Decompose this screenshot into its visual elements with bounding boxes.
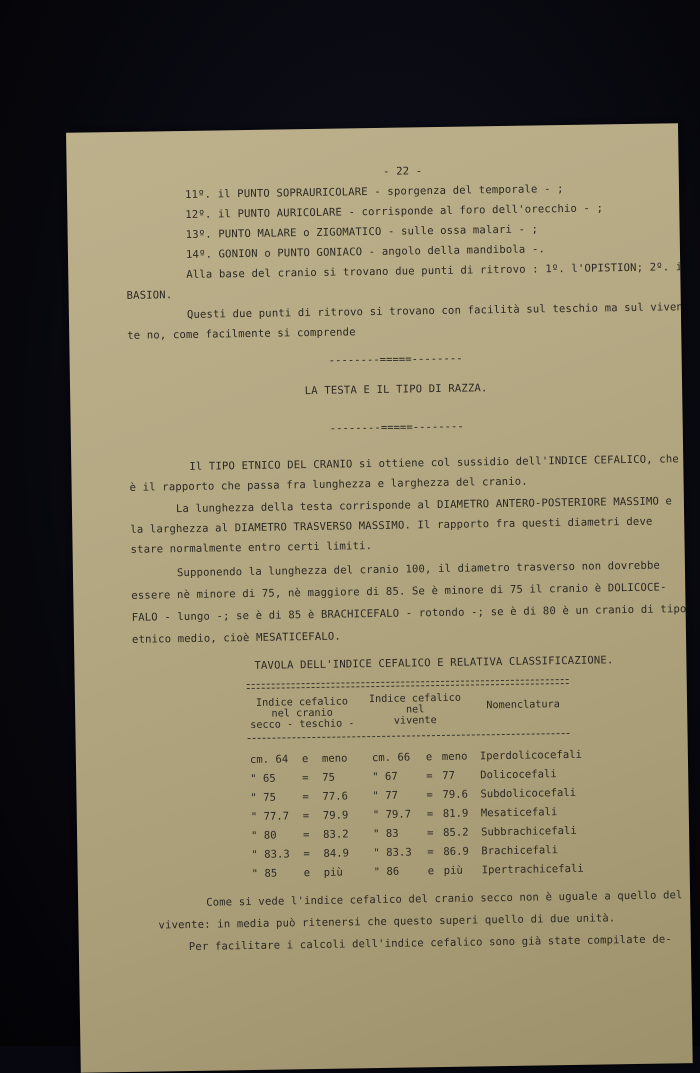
text-line: vivente: in media può ritenersi che questo superi quello di due unità. xyxy=(158,912,616,932)
section-title: LA TESTA E IL TIPO DI RAZZA. xyxy=(304,382,488,398)
text-line: La lunghezza della testa corrisponde al DIAMETRO ANTERO-POSTERIORE MASSIMO e xyxy=(175,495,673,516)
table-cell-b3: 77 xyxy=(442,769,456,782)
page-number: - 22 - xyxy=(383,165,423,178)
table-cell-a2: = xyxy=(303,829,310,842)
table-cell-b2: = xyxy=(426,770,433,783)
text-line: 13º. PUNTO MALARE o ZIGOMATICO - sulle ossa malari - ; xyxy=(185,223,539,241)
text-line: BASION. xyxy=(126,289,173,302)
table-cell-b2: = xyxy=(426,827,434,840)
text-line: etnico medio, cioè MESATICEFALO. xyxy=(131,630,341,646)
separator: --------=====-------- xyxy=(328,352,463,367)
table-cell-name: Subbrachicefali xyxy=(480,824,577,839)
table-cell-b3: più xyxy=(443,864,463,877)
text-line: Questi due punti di ritrovo si trovano con facilità sul teschio ma sul viven- xyxy=(186,301,690,321)
text-line: essere nè minore di 75, nè maggiore di 85. Se è minore di 75 il cranio è DOLICOCE- xyxy=(131,581,667,602)
text-line: te no, come facilmente si comprende xyxy=(127,326,356,342)
text-line: 12º. il PUNTO AURICOLARE - corrisponde al foro dell'orecchio - ; xyxy=(185,202,604,221)
text-line: 14º. GONION o PUNTO GONIACO - angolo della mandibola -. xyxy=(185,243,546,261)
table-cell-b1: " 86 xyxy=(373,865,400,879)
table-cell-a3: 79.9 xyxy=(322,809,349,822)
text-line: 11º. il PUNTO SOPRAURICOLARE - sporgenza del temporale - ; xyxy=(184,182,564,201)
table-cell-a1: " 77.7 xyxy=(250,810,290,823)
table-cell-b3: 86.9 xyxy=(443,845,469,858)
table-cell-a1: " 80 xyxy=(251,829,277,842)
header-nomenclatura xyxy=(473,699,573,712)
table-cell-a1: " 83.3 xyxy=(251,848,290,861)
separator: --------=====-------- xyxy=(329,420,464,435)
header-cranio xyxy=(247,696,358,731)
text-line: Per facilitare i calcoli dell'indice cefalico sono già state compilate de- xyxy=(188,933,672,953)
table-cell-a3: 84.9 xyxy=(323,847,350,860)
table-cell-a3: 77.6 xyxy=(322,790,349,803)
text-line: la larghezza al DIAMETRO TRASVERSO MASSIMO. Il rapporto fra questi diametri deve xyxy=(130,515,653,536)
text-line: stare normalmente entro certi limiti. xyxy=(130,540,373,556)
table-cell-a3: 75 xyxy=(322,771,336,784)
text-line: è il rapporto che passa fra lunghezza e larghezza del cranio. xyxy=(129,475,528,494)
table-cell-b3: 81.9 xyxy=(442,807,469,820)
table-cell-name: Ipertrachicefali xyxy=(481,862,584,877)
header-line: nel cranio xyxy=(271,707,333,720)
table-cell-b3: 79.6 xyxy=(442,788,469,801)
table-cell-b2: e xyxy=(425,751,433,764)
table-cell-b2: e xyxy=(427,865,435,878)
table-cell-a3: meno xyxy=(321,752,348,765)
table-header-rule xyxy=(248,733,570,739)
table-cell-b3: meno xyxy=(441,750,468,763)
header-line: secco - teschio - xyxy=(250,718,355,731)
header-line: vivente xyxy=(393,715,437,727)
text-line: Alla base del cranio si trovano due punti di ritrovo : 1º. l'OPISTION; 2º. il xyxy=(186,261,689,281)
table-cell-b1: " 67 xyxy=(372,770,398,784)
table-cell-name: Subdolicocefali xyxy=(480,786,577,801)
table-cell-b1: " 79.7 xyxy=(372,808,412,822)
text-line: Come si vede l'indice cefalico del cranio secco non è uguale a quello del xyxy=(206,889,683,909)
table-title: TAVOLA DELL'INDICE CEFALICO E RELATIVA CLASSIFICAZIONE. xyxy=(254,654,614,672)
text-line: Supponendo la lunghezza del cranio 100, il diametro trasverso non dovrebbe xyxy=(176,559,661,580)
table-cell-a2: e xyxy=(303,867,311,880)
table-cell-a2: e xyxy=(301,753,309,766)
table-cell-name: Dolicocefali xyxy=(480,768,557,782)
header-line: nel xyxy=(405,704,425,716)
table-top-rule xyxy=(247,679,569,689)
table-cell-b1: " 77 xyxy=(372,789,399,803)
header-vivente xyxy=(365,693,466,728)
text-line: Il TIPO ETNICO DEL CRANIO si ottiene col sussidio dell'INDICE CEFALICO, che xyxy=(189,453,679,473)
table-cell-a1: " 65 xyxy=(250,772,276,785)
table-cell-a1: " 75 xyxy=(250,791,277,804)
typewritten-page xyxy=(66,123,693,1072)
table-cell-a2: = xyxy=(302,772,309,785)
table-cell-b2: = xyxy=(427,846,434,859)
text-line: FALO - lungo -; se è di 85 è BRACHICEFALO - rotondo -; se è di 80 è un cranio di tipo xyxy=(131,603,687,624)
table-cell-b2: = xyxy=(426,808,434,821)
table-cell-name: Brachicefali xyxy=(481,844,559,858)
table-cell-a3: più xyxy=(323,866,343,879)
table-cell-b3: 85.2 xyxy=(442,826,469,839)
header-line: Nomenclatura xyxy=(486,699,560,712)
table-cell-b1: " 83.3 xyxy=(373,846,412,860)
header-line: Indice cefalico xyxy=(255,696,349,709)
table-cell-a1: cm. 64 xyxy=(249,753,289,766)
header-line: Indice cefalico xyxy=(368,692,462,706)
table-cell-b2: = xyxy=(426,789,433,802)
table-cell-a1: " 85 xyxy=(251,867,278,880)
table-cell-b1: cm. 66 xyxy=(371,751,411,765)
table-cell-name: Mesaticefali xyxy=(480,806,558,820)
table-cell-a2: = xyxy=(302,810,310,823)
table-cell-a2: = xyxy=(302,791,309,804)
table-cell-b1: " 83 xyxy=(372,827,399,841)
table-cell-name: Iperdolicocefali xyxy=(479,748,583,763)
table-cell-a2: = xyxy=(303,848,310,861)
table-cell-a3: 83.2 xyxy=(323,828,349,841)
